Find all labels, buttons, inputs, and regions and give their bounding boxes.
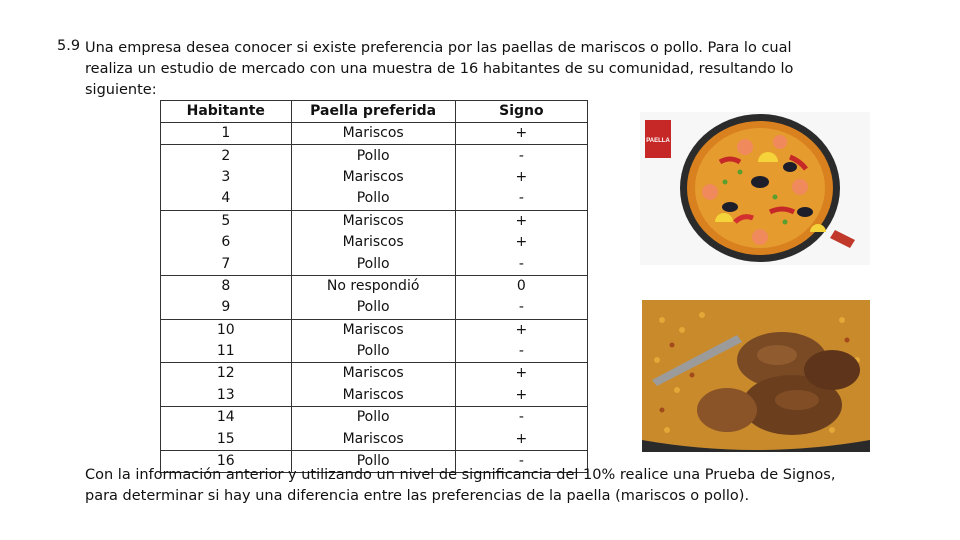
table-row — [161, 123, 588, 145]
cell-paella-preferida: Mariscos — [291, 363, 455, 385]
table-row — [161, 188, 588, 210]
cell-signo: - — [455, 145, 587, 167]
cell-paella-preferida: Mariscos — [291, 210, 455, 232]
cell-habitante: 3 — [161, 167, 292, 188]
problem-number: 5.9 — [57, 38, 81, 54]
table-row — [161, 253, 588, 275]
cell-signo: + — [455, 232, 587, 253]
cell-signo: + — [455, 319, 587, 341]
cell-paella-preferida: Pollo — [291, 188, 455, 210]
cell-habitante: 10 — [161, 319, 292, 341]
table-row — [161, 145, 588, 167]
table-row — [161, 275, 588, 297]
table-row — [161, 407, 588, 429]
cell-signo: - — [455, 253, 587, 275]
table-row — [161, 428, 588, 450]
table-row — [161, 319, 588, 341]
cell-paella-preferida: No respondió — [291, 275, 455, 297]
cell-paella-preferida: Mariscos — [291, 428, 455, 450]
cell-paella-preferida: Mariscos — [291, 232, 455, 253]
cell-paella-preferida: Mariscos — [291, 385, 455, 407]
header-habitante: Habitante — [161, 101, 292, 123]
cell-habitante: 12 — [161, 363, 292, 385]
cell-signo: 0 — [455, 275, 587, 297]
cell-signo: + — [455, 167, 587, 188]
cell-signo: + — [455, 428, 587, 450]
photo-chicken-paella — [642, 300, 870, 452]
cell-paella-preferida: Pollo — [291, 450, 455, 472]
cell-habitante: 9 — [161, 297, 292, 319]
cell-paella-preferida: Mariscos — [291, 319, 455, 341]
cell-signo: - — [455, 407, 587, 429]
cell-paella-preferida: Pollo — [291, 341, 455, 363]
cell-signo: - — [455, 341, 587, 363]
cell-signo: - — [455, 188, 587, 210]
header-signo: Signo — [455, 101, 587, 123]
table-body — [161, 123, 588, 473]
paella-logo-text: PAELLA — [646, 138, 670, 144]
cell-habitante: 1 — [161, 123, 292, 145]
cell-signo: - — [455, 450, 587, 472]
cell-habitante: 13 — [161, 385, 292, 407]
problem-statement: Una empresa desea conocer si existe preferencia por las paellas de mariscos o pollo. Para lo cual realiza un estudio de mercado con una muestra de 16 habitantes de su comunidad, resultando lo siguiente: — [85, 40, 794, 98]
cell-paella-preferida: Pollo — [291, 407, 455, 429]
cell-paella-preferida: Pollo — [291, 253, 455, 275]
seafood-paella-image — [640, 112, 870, 265]
cell-signo: + — [455, 363, 587, 385]
footer-instruction: Con la información anterior y utilizando un nivel de significancia del 10% realice una Prueba de Signos, para determinar si hay una diferencia entre las preferencias de la paella (mariscos o pollo). — [85, 467, 836, 504]
table-row — [161, 210, 588, 232]
cell-habitante: 7 — [161, 253, 292, 275]
table-row — [161, 167, 588, 188]
cell-signo: + — [455, 123, 587, 145]
cell-habitante: 15 — [161, 428, 292, 450]
cell-signo: + — [455, 385, 587, 407]
data-table — [160, 100, 588, 473]
cell-habitante: 2 — [161, 145, 292, 167]
cell-paella-preferida: Pollo — [291, 145, 455, 167]
cell-habitante: 16 — [161, 450, 292, 472]
table-row — [161, 232, 588, 253]
cell-habitante: 8 — [161, 275, 292, 297]
table-row — [161, 297, 588, 319]
table-header-row — [161, 101, 588, 123]
cell-habitante: 14 — [161, 407, 292, 429]
header-paella-preferida: Paella preferida — [291, 101, 455, 123]
cell-habitante: 11 — [161, 341, 292, 363]
table-row — [161, 385, 588, 407]
table-row — [161, 363, 588, 385]
chicken-paella-image — [642, 300, 870, 452]
table-row — [161, 341, 588, 363]
cell-paella-preferida: Mariscos — [291, 167, 455, 188]
cell-signo: + — [455, 210, 587, 232]
cell-signo: - — [455, 297, 587, 319]
cell-paella-preferida: Mariscos — [291, 123, 455, 145]
cell-habitante: 6 — [161, 232, 292, 253]
cell-paella-preferida: Pollo — [291, 297, 455, 319]
cell-habitante: 5 — [161, 210, 292, 232]
cell-habitante: 4 — [161, 188, 292, 210]
photo-seafood-paella — [640, 112, 870, 265]
